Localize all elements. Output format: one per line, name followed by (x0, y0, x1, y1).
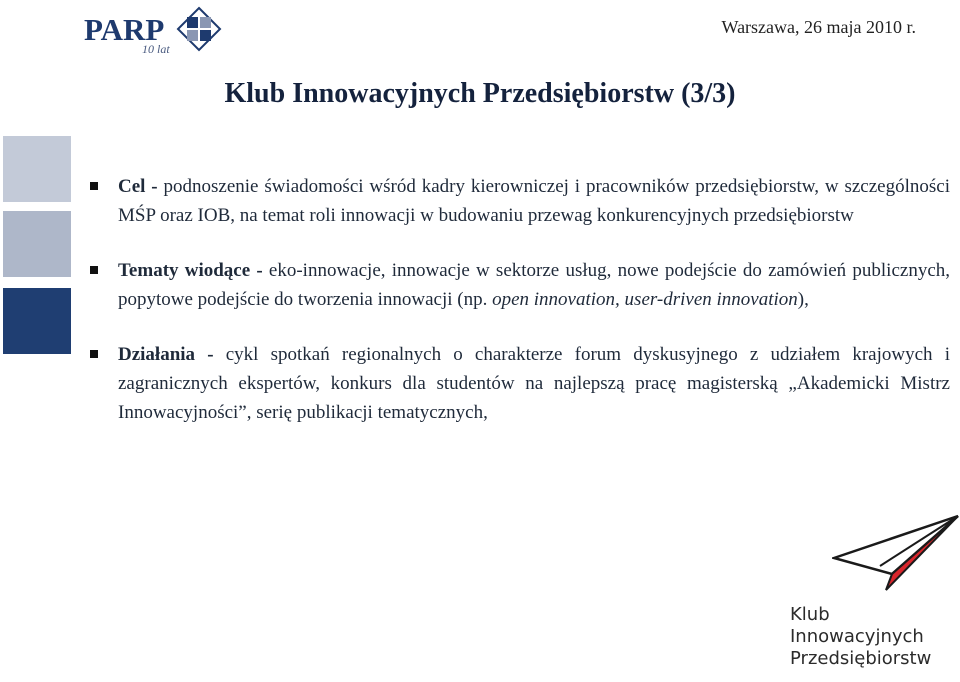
bullet-text: eko-innowacje, innowacje w sektorze usług, nowe podejście do zamówień publicznych, popytowe podejście do tworzenia innowacji (np. (118, 260, 950, 310)
bullet-text: podnoszenie świadomości wśród kadry kierowniczej i pracowników przedsiębiorstw, w szczególności MŚP oraz IOB, na temat roli innowacji w budowaniu przewag konkurencyjnych przedsiębiorstw (118, 176, 950, 226)
parp-logo (84, 6, 234, 56)
bullet-label: Cel - (118, 176, 158, 197)
bullet-tail-text: ), (797, 289, 809, 310)
slide-title: Klub Innowacyjnych Przedsiębiorstw (3/3) (224, 78, 736, 109)
brand-line-2: Innowacyjnych (790, 626, 924, 647)
bullet-list (90, 172, 950, 453)
decor-block-mid (3, 211, 71, 277)
parp-logo-text: PARP (84, 12, 165, 47)
decor-block-navy (3, 288, 71, 354)
bullet-label: Działania - (118, 344, 214, 365)
bullet-text: cykl spotkań regionalnych o charakterze forum dyskusyjnego z udziałem krajowych i zagranicznych ekspertów, konkurs dla studentów na najlepszą pracę magisterską „Akademicki Mistrz Innowacyjności”, serię publikacji tematycznych, (118, 344, 950, 423)
square-bullet-icon (90, 350, 98, 358)
parp-logo-anniversary: 10 lat (142, 42, 170, 56)
bullet-italic-text: open innovation, user-driven innovation (492, 289, 798, 310)
parp-diamond-icon (176, 6, 222, 52)
brand-line-1: Klub (790, 604, 830, 625)
bullet-label: Tematy wiodące - (118, 260, 263, 281)
klub-brand-text (790, 604, 931, 670)
decor-block-light (3, 136, 71, 202)
slide-date: Warszawa, 26 maja 2010 r. (721, 17, 916, 37)
square-bullet-icon (90, 266, 98, 274)
bullet-item-dzialania (90, 340, 950, 427)
bullet-item-cel (90, 172, 950, 230)
square-bullet-icon (90, 182, 98, 190)
bullet-item-tematy (90, 256, 950, 314)
paper-plane-icon (832, 514, 960, 594)
brand-line-3: Przedsiębiorstw (790, 648, 932, 669)
